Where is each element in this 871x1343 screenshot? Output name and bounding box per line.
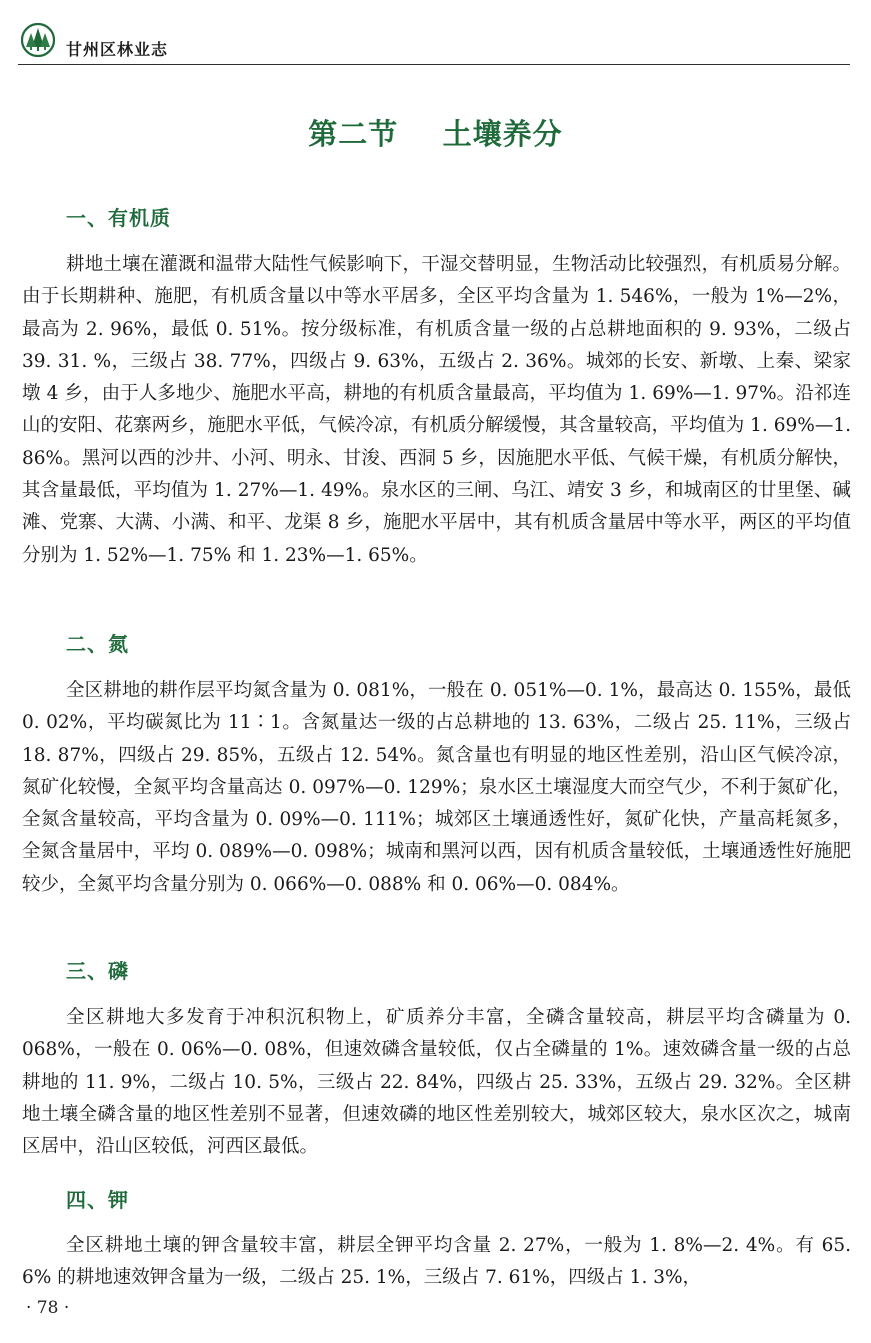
forest-logo-icon <box>21 23 55 57</box>
book-title: 甘州区林业志 <box>66 40 169 59</box>
paragraph-nitrogen: 全区耕地的耕作层平均氮含量为 0. 081%，一般在 0. 051%—0. 1%，最高达 0. 155%，最低 0. 02%，平均碳氮比为 11∶1。含氮量达一级的占总耕地的 13. 63%，二级占 25. 11%，三级占 18. 87%，四级占 29. 85%，五级占 12. 54%。氮含量也有明显的地区性差别，沿山区气候冷凉，氮矿化较慢，全氮平均含量高达 0. 097%—0. 129%；泉水区土壤湿度大而空气少，不利于氮矿化，全氮含量较高，平均含量为 0. 09%—0. 111%；城郊区土壤通透性好，氮矿化快，产量高耗氮多，全氮含量居中，平均 0. 089%—0. 098%；城南和黑河以西，因有机质含量较低，土壤通透性好施肥较少，全氮平均含量分别为 0. 066%—0. 088% 和 0. 06%—0. 084%。 <box>22 680 851 895</box>
heading-organic-matter: 一、有机质 <box>66 206 171 230</box>
section-title: 第二节 土壤养分 <box>308 117 563 151</box>
heading-potassium: 四、钾 <box>66 1188 129 1212</box>
running-header <box>18 20 850 65</box>
heading-nitrogen: 二、氮 <box>66 632 129 656</box>
heading-phosphorus: 三、磷 <box>66 959 129 983</box>
paragraph-organic-matter: 耕地土壤在灌溉和温带大陆性气候影响下，干湿交替明显，生物活动比较强烈，有机质易分解。由于长期耕种、施肥，有机质含量以中等水平居多，全区平均含量为 1. 546%，一般为 1%—2%，最高为 2. 96%，最低 0. 51%。按分级标准，有机质含量一级的占总耕地面积的 9. 93%，二级占 39. 31. %，三级占 38. 77%，四级占 9. 63%，五级占 2. 36%。城郊的长安、新墩、上秦、梁家墩 4 乡，由于人多地少、施肥水平高，耕地的有机质含量最高，平均值为 1. 69%—1. 97%。沿祁连山的安阳、花寨两乡，施肥水平低，气候冷凉，有机质分解缓慢，其含量较高，平均值为 1. 69%—1. 86%。黑河以西的沙井、小河、明永、甘浚、西洞 5 乡，因施肥水平低、气候干燥，有机质分解快，其含量最低，平均值为 1. 27%—1. 49%。泉水区的三闸、乌江、靖安 3 乡，和城南区的廿里堡、碱滩、党寨、大满、小满、和平、龙渠 8 乡，施肥水平居中，其有机质含量居中等水平，两区的平均值分别为 1. 52%—1. 75% 和 1. 23%—1. 65%。 <box>22 254 851 566</box>
page-number: · 78 · <box>26 1298 70 1318</box>
paragraph-phosphorus: 全区耕地大多发育于冲积沉积物上，矿质养分丰富，全磷含量较高，耕层平均含磷量为 0. 068%，一般在 0. 06%—0. 08%，但速效磷含量较低，仅占全磷量的 1%。速效磷含量一级的占总耕地的 11. 9%，二级占 10. 5%，三级占 22. 84%，四级占 25. 33%，五级占 29. 32%。全区耕地土壤全磷含量的地区性差别不显著，但速效磷的地区性差别较大，城郊区较大，泉水区次之，城南区居中，沿山区较低，河西区最低。 <box>22 1007 851 1158</box>
paragraph-potassium: 全区耕地土壤的钾含量较丰富，耕层全钾平均含量 2. 27%，一般为 1. 8%—2. 4%。有 65. 6% 的耕地速效钾含量为一级，二级占 25. 1%，三级占 7. 61%，四级占 1. 3%， <box>22 1235 851 1289</box>
